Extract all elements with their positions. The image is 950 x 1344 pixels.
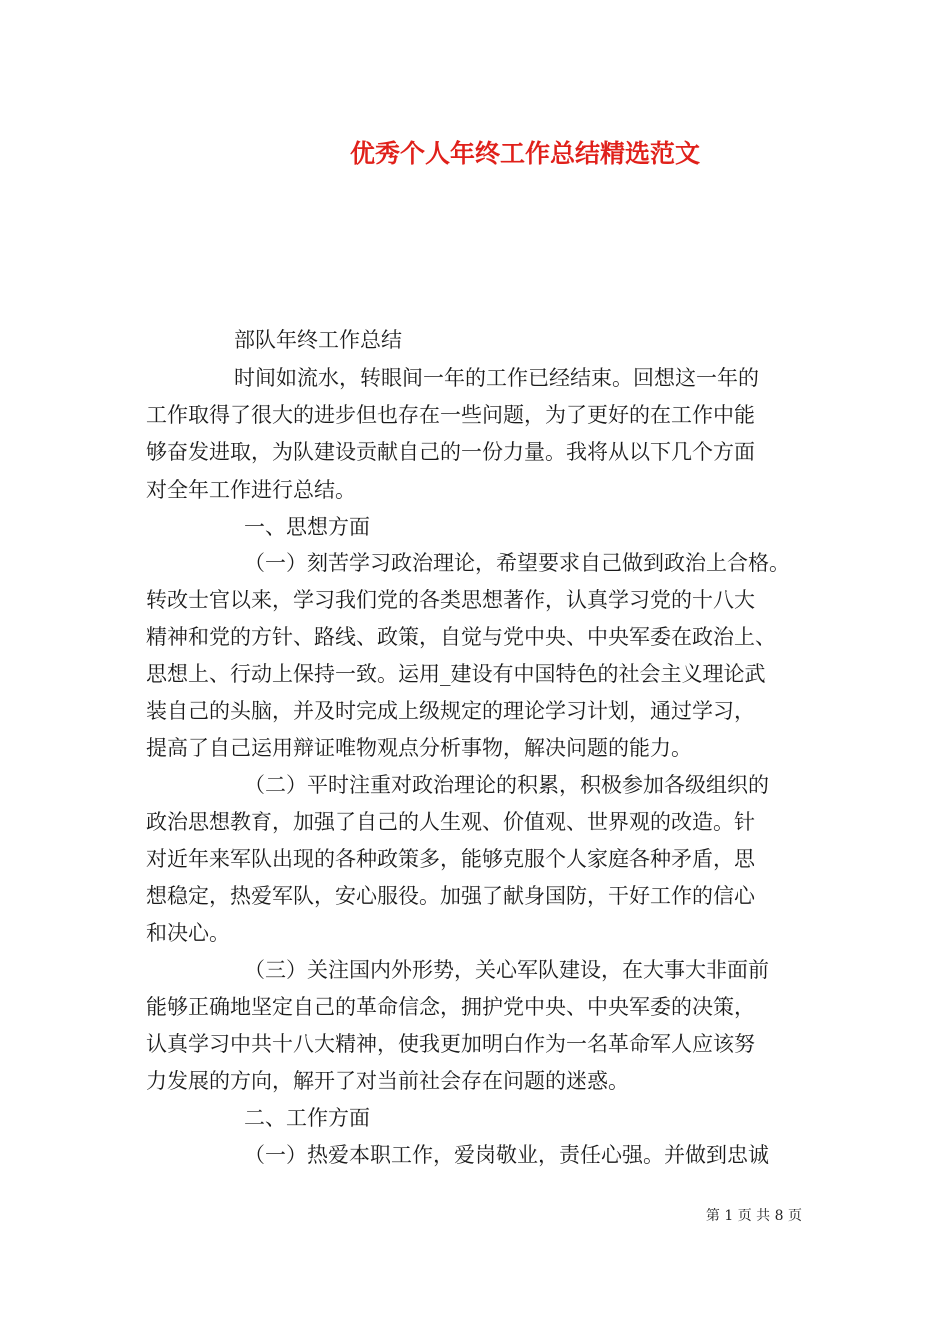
paragraph-line: 和决心。 bbox=[146, 921, 230, 945]
paragraph-line: 能够正确地坚定自己的革命信念，拥护党中央、中央军委的决策， bbox=[146, 995, 755, 1019]
paragraph-line: 想稳定，热爱军队，安心服役。加强了献身国防，干好工作的信心 bbox=[146, 884, 755, 908]
page-number: 第 1 页 共 8 页 bbox=[705, 1208, 802, 1224]
paragraph-line: 够奋发进取，为队建设贡献自己的一份力量。我将从以下几个方面 bbox=[146, 440, 755, 464]
paragraph-line: 对全年工作进行总结。 bbox=[146, 478, 356, 502]
paragraph-line: （一）刻苦学习政治理论，希望要求自己做到政治上合格。 bbox=[244, 551, 790, 575]
section-heading: 部队年终工作总结 bbox=[234, 328, 402, 352]
paragraph-line: 时间如流水，转眼间一年的工作已经结束。回想这一年的 bbox=[234, 366, 759, 390]
paragraph-line: （一）热爱本职工作，爱岗敬业，责任心强。并做到忠诚 bbox=[244, 1143, 769, 1167]
paragraph-line: 思想上、行动上保持一致。运用_建设有中国特色的社会主义理论武 bbox=[146, 662, 766, 686]
paragraph-line: （二）平时注重对政治理论的积累，积极参加各级组织的 bbox=[244, 773, 769, 797]
paragraph-line: 提高了自己运用辩证唯物观点分析事物，解决问题的能力。 bbox=[146, 736, 692, 760]
paragraph-line: 装自己的头脑，并及时完成上级规定的理论学习计划，通过学习， bbox=[146, 699, 755, 723]
paragraph-line: 工作取得了很大的进步但也存在一些问题，为了更好的在工作中能 bbox=[146, 403, 755, 427]
section-heading: 二、工作方面 bbox=[244, 1106, 370, 1130]
page-title: 优秀个人年终工作总结精选范文 bbox=[349, 139, 700, 168]
paragraph-line: 转改士官以来，学习我们党的各类思想著作，认真学习党的十八大 bbox=[146, 588, 755, 612]
paragraph-line: 认真学习中共十八大精神，使我更加明白作为一名革命军人应该努 bbox=[146, 1032, 755, 1056]
paragraph-line: 精神和党的方针、路线、政策，自觉与党中央、中央军委在政治上、 bbox=[146, 625, 776, 649]
paragraph-line: 力发展的方向，解开了对当前社会存在问题的迷惑。 bbox=[146, 1069, 629, 1093]
paragraph-line: 对近年来军队出现的各种政策多，能够克服个人家庭各种矛盾，思 bbox=[146, 847, 755, 871]
paragraph-line: 政治思想教育，加强了自己的人生观、价值观、世界观的改造。针 bbox=[146, 810, 755, 834]
section-heading: 一、思想方面 bbox=[244, 515, 370, 539]
paragraph-line: （三）关注国内外形势，关心军队建设，在大事大非面前 bbox=[244, 958, 769, 982]
